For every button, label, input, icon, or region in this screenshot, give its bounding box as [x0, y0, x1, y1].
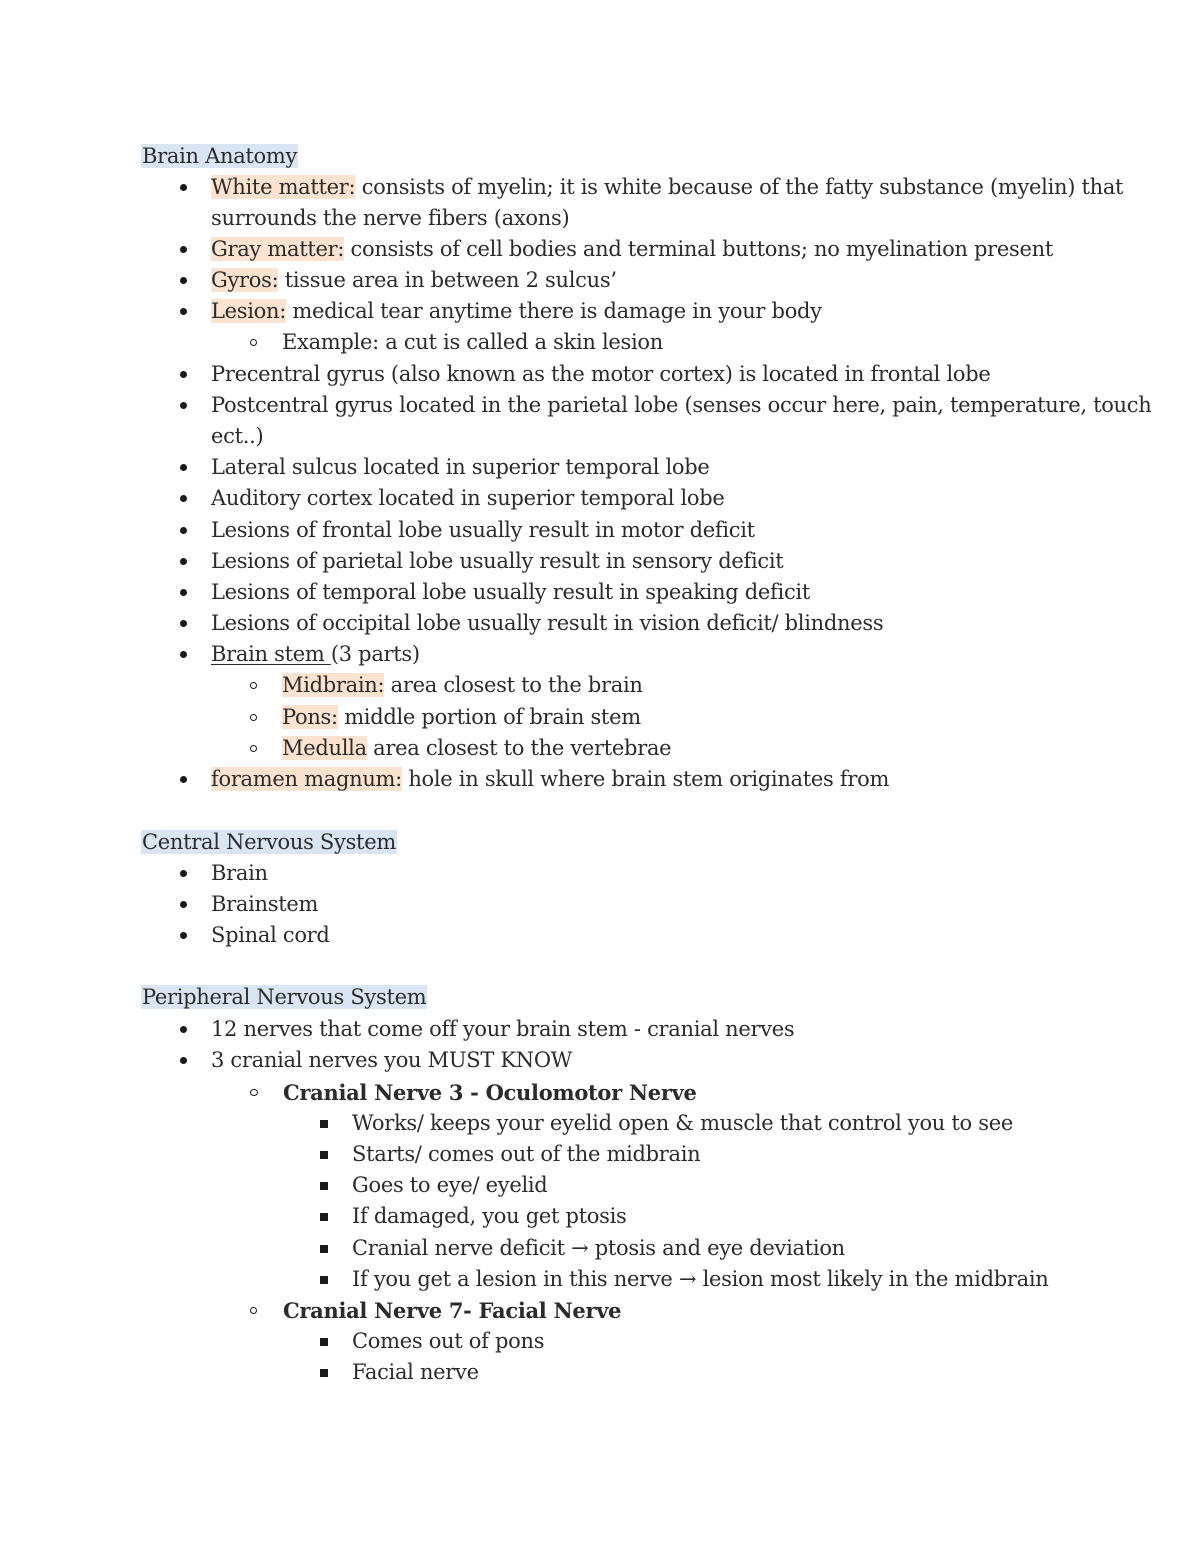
bullet-icon [180, 308, 187, 315]
list-item-continuation: ect..) [211, 424, 264, 448]
hollow-bullet-icon [250, 1089, 258, 1096]
list-item: Precentral gyrus (also known as the motor cortex) is located in frontal lobe [211, 362, 991, 386]
section-heading-brain-anatomy [141, 141, 298, 172]
list-item: Lateral sulcus located in superior temporal lobe [211, 455, 710, 479]
square-bullet-icon [320, 1245, 328, 1253]
bullet-icon [180, 184, 187, 191]
square-bullet-icon [320, 1369, 328, 1377]
nerve-point: Facial nerve [352, 1360, 479, 1384]
term: White matter: [211, 175, 356, 199]
term: Midbrain: [282, 673, 385, 697]
list-item: 3 cranial nerves you MUST KNOW [211, 1048, 573, 1072]
sub-list-item [282, 670, 643, 701]
term: Medulla [282, 736, 367, 760]
square-bullet-icon [320, 1276, 328, 1284]
nerve-point: Starts/ comes out of the midbrain [352, 1142, 701, 1166]
nerve-point: If damaged, you get ptosis [352, 1204, 627, 1228]
heading-text: Brain Anatomy [142, 144, 298, 168]
list-item: Brainstem [211, 892, 319, 916]
bullet-icon [180, 495, 187, 502]
nerve-title [283, 1077, 697, 1108]
definition: area closest to the vertebrae [366, 736, 672, 760]
section-heading-cns [141, 827, 397, 858]
bullet-icon [180, 589, 187, 596]
list-item: Brain [211, 861, 268, 885]
term: Gyros: [211, 268, 279, 292]
nerve-point: Works/ keeps your eyelid open & muscle that control you to see [352, 1111, 1013, 1135]
term: Pons: [282, 705, 338, 729]
bullet-icon [180, 277, 187, 284]
term: Gray matter: [211, 237, 345, 261]
nerve-point: If you get a lesion in this nerve → lesion most likely in the midbrain [352, 1267, 1049, 1291]
sub-list-item: Example: a cut is called a skin lesion [282, 330, 663, 354]
list-item [211, 639, 420, 670]
sub-list-item [282, 702, 641, 733]
hollow-bullet-icon [250, 745, 257, 752]
bullet-icon [180, 901, 187, 908]
list-item [211, 172, 1123, 203]
hollow-bullet-icon [250, 714, 257, 721]
list-item: Spinal cord [211, 923, 330, 947]
heading-text: Central Nervous System [142, 830, 396, 854]
definition: tissue area in between 2 sulcus’ [278, 268, 617, 292]
square-bullet-icon [320, 1213, 328, 1221]
heading-text: Peripheral Nervous System [142, 985, 427, 1009]
list-item: Lesions of occipital lobe usually result in vision deficit/ blindness [211, 611, 884, 635]
bullet-icon [180, 651, 187, 658]
bullet-icon [180, 402, 187, 409]
square-bullet-icon [320, 1338, 328, 1346]
nerve-point: Cranial nerve deficit → ptosis and eye deviation [352, 1236, 845, 1260]
term: foramen magnum: [211, 767, 402, 791]
list-item [211, 296, 822, 327]
bullet-icon [180, 870, 187, 877]
bullet-icon [180, 558, 187, 565]
bullet-icon [180, 246, 187, 253]
list-item: Auditory cortex located in superior temporal lobe [211, 486, 725, 510]
list-item: Lesions of frontal lobe usually result in motor deficit [211, 518, 755, 542]
list-item-continuation: surrounds the nerve fibers (axons) [211, 206, 570, 230]
bullet-icon [180, 620, 187, 627]
hollow-bullet-icon [250, 682, 257, 689]
bullet-icon [180, 1057, 187, 1064]
definition: area closest to the brain [384, 673, 643, 697]
square-bullet-icon [320, 1120, 328, 1128]
definition: (3 parts) [330, 642, 420, 666]
definition: consists of myelin; it is white because of the fatty substance (myelin) that [355, 175, 1124, 199]
bullet-icon [180, 1026, 187, 1033]
bullet-icon [180, 371, 187, 378]
bullet-icon [180, 932, 187, 939]
definition: medical tear anytime there is damage in your body [286, 299, 822, 323]
sub-list-item [282, 733, 671, 764]
nerve-point: Goes to eye/ eyelid [352, 1173, 548, 1197]
hollow-bullet-icon [250, 1307, 257, 1314]
list-item [211, 764, 889, 795]
list-item [211, 265, 617, 296]
nerve-title-text: Cranial Nerve 3 - Oculomotor Nerve [283, 1080, 697, 1105]
list-item: Postcentral gyrus located in the parietal lobe (senses occur here, pain, temperature, touch [211, 393, 1152, 417]
bullet-icon [180, 464, 187, 471]
nerve-title [283, 1295, 621, 1326]
list-item: Lesions of parietal lobe usually result in sensory deficit [211, 549, 784, 573]
nerve-title-text: Cranial Nerve 7- Facial Nerve [283, 1298, 622, 1323]
list-item: 12 nerves that come off your brain stem - cranial nerves [211, 1017, 795, 1041]
list-item [211, 234, 1053, 265]
square-bullet-icon [320, 1151, 328, 1159]
square-bullet-icon [320, 1182, 328, 1190]
hollow-bullet-icon [250, 339, 257, 346]
nerve-point: Comes out of pons [352, 1329, 545, 1353]
bullet-icon [180, 776, 187, 783]
term: Lesion: [211, 299, 287, 323]
underlined-term: Brain stem [211, 642, 331, 666]
definition: consists of cell bodies and terminal buttons; no myelination present [344, 237, 1053, 261]
list-item: Lesions of temporal lobe usually result in speaking deficit [211, 580, 810, 604]
definition: middle portion of brain stem [337, 705, 641, 729]
definition: hole in skull where brain stem originates from [401, 767, 890, 791]
section-heading-pns [141, 982, 427, 1013]
bullet-icon [180, 527, 187, 534]
